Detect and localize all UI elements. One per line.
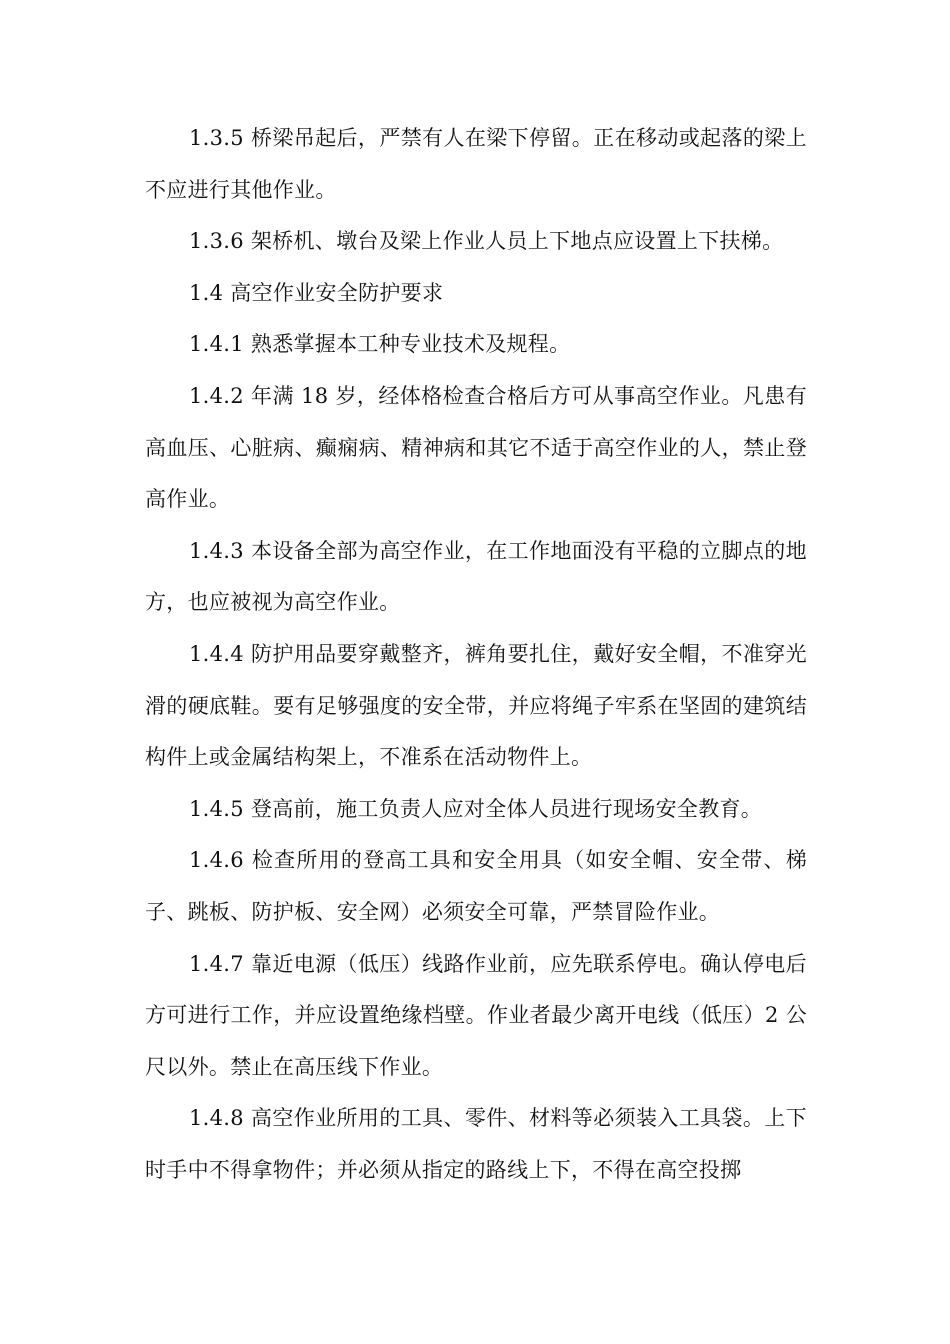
paragraph-1-4-1: 1.4.1 熟悉掌握本工种专业技术及规程。 [189, 332, 571, 357]
paragraph-1-4-5: 1.4.5 登高前，施工负责人应对全体人员进行现场安全教育。 [189, 796, 763, 821]
paragraph-1-4-2: 1.4.2 年满 18 岁，经体格检查合格后方可从事高空作业。凡患有高血压、心脏病、癫痫病、精神病和其它不适于高空作业的人，禁止登高作业。 [145, 383, 807, 512]
paragraph-1-3-5: 1.3.5 桥梁吊起后，严禁有人在梁下停留。正在移动或起落的梁上不应进行其他作业。 [145, 126, 807, 202]
paragraph-1-4-4: 1.4.4 防护用品要穿戴整齐，裤角要扎住，戴好安全帽，不准穿光滑的硬底鞋。要有足够强度的安全带，并应将绳子牢系在坚固的建筑结构件上或金属结构架上，不准系在活动物件上。 [145, 641, 807, 770]
paragraph-1-4-3: 1.4.3 本设备全部为高空作业，在工作地面没有平稳的立脚点的地方，也应被视为高空作业。 [145, 538, 807, 615]
paragraph-1-4-6: 1.4.6 检查所用的登高工具和安全用具（如安全帽、安全带、梯子、跳板、防护板、安全网）必须安全可靠，严禁冒险作业。 [145, 848, 807, 924]
paragraph-1-3-6: 1.3.6 架桥机、墩台及梁上作业人员上下地点应设置上下扶梯。 [189, 229, 784, 254]
paragraph-1-4-7: 1.4.7 靠近电源（低压）线路作业前，应先联系停电。确认停电后方可进行工作，并应设置绝缘档壁。作业者最少离开电线（低压）2 公尺以外。禁止在高压线下作业。 [145, 951, 807, 1079]
paragraph-1-4-8: 1.4.8 高空作业所用的工具、零件、材料等必须装入工具袋。上下时手中不得拿物件；并必须从指定的路线上下，不得在高空投掷 [145, 1106, 807, 1182]
section-heading-1-4: 1.4 高空作业安全防护要求 [189, 280, 444, 305]
document-body [145, 113, 807, 1196]
